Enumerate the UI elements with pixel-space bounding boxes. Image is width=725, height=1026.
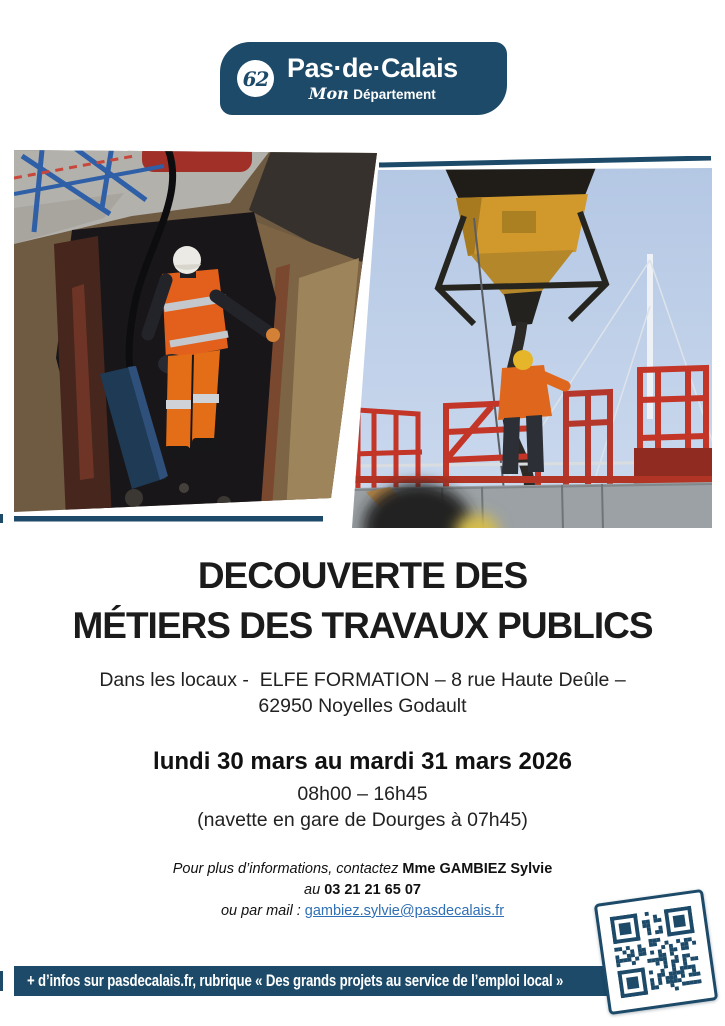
logo-tagline: Mon Département [308,83,436,103]
divider-line-left [14,516,323,522]
event-dates: lundi 30 mars au mardi 31 mars 2026 [153,748,572,775]
shuttle-info: (navette en gare de Dourges à 07h45) [197,809,528,831]
construction-site-photo [352,156,714,530]
contact-line2: au 03 21 21 65 07 [304,882,421,898]
logo-name: Pas·de·Calais [287,52,458,83]
contact-name: Mme GAMBIEZ Sylvie [402,861,553,877]
trench-worker-photo [14,148,378,528]
contact-line1: Pour plus d’informations, contactez Mme GAMBIEZ Sylvie [172,861,553,877]
left-edge-mark-bottom [0,971,3,991]
contact-line3: ou par mail : gambiez.sylvie@pasdecalais.fr [220,903,505,919]
qr-code-pattern [610,906,703,999]
footer-banner-text: + d’infos sur pasdecalais.fr, rubrique « Des grands projets au service de l’emploi local » [27,971,564,990]
divider-line-right [379,158,711,165]
department-number: 62 [242,66,269,91]
location-text [0,667,725,719]
qr-code [594,889,719,1015]
left-edge-mark-top [0,514,3,523]
logo-pas-de-calais [220,42,507,115]
location-line2: 62950 Noyelles Godault [258,695,467,717]
page-title [0,551,725,651]
department-62-badge [237,60,274,97]
contact-email-link[interactable]: gambiez.sylvie@pasdecalais.fr [304,903,505,919]
title-line1: DECOUVERTE DES [197,555,528,596]
logo-text [287,52,458,103]
title-line2: MÉTIERS DES TRAVAUX PUBLICS [72,605,653,646]
contact-phone: 03 21 21 65 07 [324,882,421,898]
location-line1: Dans les locaux - ELFE FORMATION – 8 rue Haute Deûle – [99,669,626,691]
event-hours: 08h00 – 16h45 [297,783,428,805]
